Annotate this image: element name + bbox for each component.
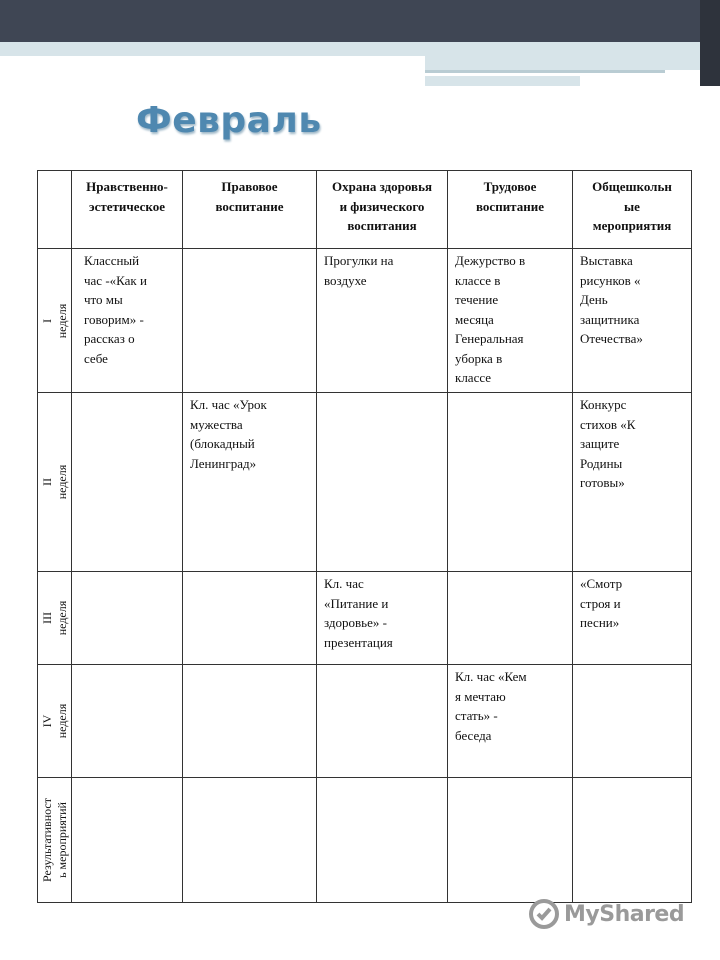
column-header: Охрана здоровья и физического воспитания [317, 171, 448, 249]
header-stripe [0, 42, 700, 56]
table-cell [72, 778, 183, 903]
table-cell: Кл. час «Питание и здоровье» - презентация [317, 572, 448, 665]
column-header: Нравственно- эстетическое [72, 171, 183, 249]
table-cell [448, 778, 573, 903]
myshared-logo-icon [528, 898, 560, 930]
table-cell: Кл. час «Урок мужества (блокадный Ленинград» [183, 393, 317, 572]
table-cell [72, 393, 183, 572]
column-header: Общешкольн ые мероприятия [573, 171, 692, 249]
plan-table [37, 170, 692, 903]
table-cell [448, 393, 573, 572]
watermark-text: MyShared [564, 901, 685, 927]
table-cell: «Смотр строя и песни» [573, 572, 692, 665]
table-cell [183, 249, 317, 393]
table-row [38, 665, 692, 778]
table-cell: Кл. час «Кем я мечтаю стать» - беседа [448, 665, 573, 778]
table-cell [573, 665, 692, 778]
table-cell [448, 572, 573, 665]
column-header: Трудовое воспитание [448, 171, 573, 249]
table-row [38, 393, 692, 572]
header-stripe [0, 70, 425, 74]
row-label: I неделя [38, 249, 72, 393]
row-label: Результативност ь мероприятий [38, 778, 72, 903]
column-header: Правовое воспитание [183, 171, 317, 249]
table-cell [317, 778, 448, 903]
table-cell: Дежурство в классе в течение месяца Генеральная уборка в классе [448, 249, 573, 393]
header-banner [0, 0, 720, 42]
header-stripe [580, 82, 700, 86]
table-cell: Классный час -«Как и что мы говорим» - рассказ о себе [72, 249, 183, 393]
page-title: Февраль [136, 100, 322, 141]
table-cell [72, 572, 183, 665]
table-row [38, 572, 692, 665]
table-cell [183, 665, 317, 778]
header-stripe [425, 76, 580, 86]
watermark [528, 898, 684, 930]
table-cell [317, 393, 448, 572]
table-cell: Прогулки на воздухе [317, 249, 448, 393]
table-cell [183, 572, 317, 665]
table-row [38, 778, 692, 903]
table-cell [573, 778, 692, 903]
table-cell [317, 665, 448, 778]
table-cell [72, 665, 183, 778]
header-banner-edge [700, 0, 720, 86]
header-stripe [425, 70, 665, 73]
corner-cell [38, 171, 72, 249]
table-cell [183, 778, 317, 903]
row-label: IV неделя [38, 665, 72, 778]
table-cell: Конкурс стихов «К защите Родины готовы» [573, 393, 692, 572]
header-row [38, 171, 692, 249]
table-cell: Выставка рисунков « День защитника Отечества» [573, 249, 692, 393]
header-stripe [425, 56, 700, 70]
row-label: III неделя [38, 572, 72, 665]
table-row [38, 249, 692, 393]
row-label: II неделя [38, 393, 72, 572]
